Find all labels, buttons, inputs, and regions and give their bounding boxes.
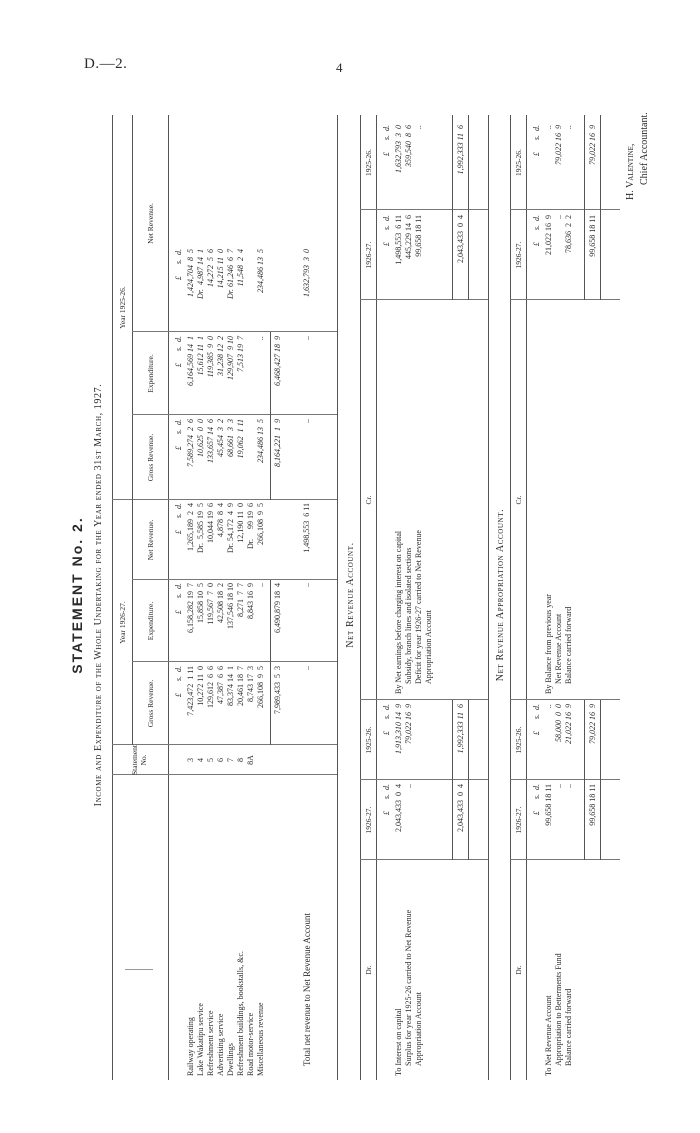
unit-label: £ s. d.: [174, 666, 183, 698]
nra-y27-left: 1926-27.: [364, 806, 373, 834]
value-cell: 133,657 14 6: [206, 419, 215, 463]
nra-total-left-27: 2,043,433 0 4: [456, 784, 465, 832]
row-label: Dwellings: [226, 1043, 235, 1076]
nra-left-value-27: ..: [404, 784, 413, 788]
net-gross-27: ..: [302, 666, 311, 670]
net-revenue-label: Total net revenue to Net Revenue Account: [302, 913, 312, 1066]
nra-left-value-27: 2,043,433 0 4: [394, 784, 403, 832]
nraa-left-value-27: ..: [554, 784, 563, 788]
nra-total-left-26: 1,992,333 11 6: [456, 704, 465, 754]
value-cell: 1,265,189 2 4: [186, 503, 195, 551]
nraa-right-value-26: ..: [544, 125, 553, 129]
statement-number: 8: [236, 758, 245, 762]
nraa-right-label: Balance carried forward: [564, 606, 573, 684]
value-cell: 234,486 13 5: [256, 249, 265, 293]
value-cell: 1,424,704 8 5: [186, 249, 195, 297]
statement-number: 7: [226, 758, 235, 762]
nraa-right-value-27: 21,022 16 9: [544, 215, 553, 255]
nraa-right-label: By Balance from previous year: [544, 594, 553, 694]
nraa-total-right-27: 99,658 18 11: [588, 215, 597, 257]
nra-title: Net Revenue Account.: [345, 542, 356, 648]
nra-right-label: By Net earnings before charging interest on capital: [394, 530, 403, 694]
nra-total-right-26: 1,992,333 11 6: [456, 125, 465, 175]
row-label: Lake Wakatipu service: [196, 1003, 205, 1076]
value-cell: 119,567 7 0: [206, 583, 215, 625]
net-net-26: 1,632,793 3 0: [302, 249, 311, 297]
value-cell: 12,190 11 0: [236, 503, 245, 543]
col-gross-27: Gross Revenue.: [146, 679, 155, 728]
value-cell: 47,387 6 6: [216, 666, 225, 704]
nraa-dr: Dr.: [514, 965, 523, 975]
value-cell: ..: [256, 583, 265, 587]
nra-y27-right: 1926-27.: [364, 241, 373, 269]
value-cell: 4,878 8 4: [216, 503, 225, 537]
nra-cr: Cr.: [364, 495, 373, 505]
net-gross-26: ..: [302, 419, 311, 423]
value-cell: Dr. 54,172 4 9: [226, 503, 235, 553]
nraa-title: Net Revenue Appropriation Account.: [495, 508, 506, 682]
nra-total-right-27: 2,043,433 0 4: [456, 215, 465, 263]
nraa-y27-right: 1926-27.: [514, 241, 523, 269]
unit-label: £ s. d.: [174, 503, 183, 535]
nraa-left-value-27: 99,658 18 11: [544, 784, 553, 826]
col-net-27: Net Revenue.: [146, 519, 155, 561]
nra-left-value-26: 79,022 16 9: [404, 704, 413, 744]
nraa-total-right-26: 79,022 16 9: [588, 125, 597, 165]
value-cell: 234,486 13 5: [256, 419, 265, 463]
row-label: Road motor-service: [246, 1012, 255, 1076]
col-exp-27: Expenditure.: [146, 601, 155, 641]
nraa-y26-left: 1925-26.: [514, 726, 523, 754]
value-cell: 7,423,472 1 11: [186, 666, 195, 716]
value-cell: 10,272 11 0: [196, 666, 205, 706]
total-gross-26: 8,164,221 1 9: [273, 419, 282, 467]
value-cell: Dr. 5,585 19 5: [196, 503, 205, 553]
nraa-total-left-26: 79,022 16 9: [588, 704, 597, 744]
nra-right-value-26: 359,540 8 6: [404, 125, 413, 167]
unit-label: £ s. d.: [532, 125, 541, 157]
nraa-cr: Cr.: [514, 495, 523, 505]
nra-right-label: Appropriation Account: [424, 610, 433, 684]
nraa-y27-left: 1926-27.: [514, 806, 523, 834]
value-cell: 129,907 9 10: [226, 336, 235, 380]
unit-label: £ s. d.: [174, 249, 183, 281]
value-cell: 7,513 19 7: [236, 336, 245, 372]
statement-number: 5: [206, 758, 215, 762]
value-cell: 10,044 19 6: [206, 503, 215, 543]
unit-label: £ s. d.: [174, 336, 183, 368]
col-gross-26: Gross Revenue.: [146, 433, 155, 482]
nra-y26-right: 1925-26.: [364, 149, 373, 176]
col-net-26: Net Revenue.: [146, 203, 155, 244]
nra-right-label: Subsidy, branch lines and isolated sections: [404, 547, 413, 684]
statement-number: 6: [216, 758, 225, 762]
total-exp-27: 6,490,879 18 4: [273, 583, 282, 633]
value-cell: 15,612 11 1: [196, 336, 205, 376]
value-cell: 45,454 3 2: [216, 419, 225, 457]
value-cell: Dr. 61,246 6 7: [226, 249, 235, 300]
value-cell: 19,062 1 11: [236, 419, 245, 459]
value-cell: 129,612 6 6: [206, 666, 215, 708]
nra-right-label: Deficit for year 1926-27 carried to Net Revenue: [414, 530, 423, 684]
nra-right-value-27: 99,658 18 11: [414, 215, 423, 257]
nra-right-value-26: ..: [414, 125, 423, 129]
value-cell: 8,743 17 3: [246, 666, 255, 702]
unit-label: £ s. d.: [532, 704, 541, 736]
nraa-right-value-26: 79,022 16 9: [554, 125, 563, 165]
nraa-total-left-27: 99,658 18 11: [588, 784, 597, 826]
nraa-left-value-26: ..: [544, 704, 553, 708]
nraa-left-value-26: 58,000 0 0: [554, 704, 563, 742]
nraa-left-label: To Net Revenue Account: [544, 995, 553, 1076]
value-cell: 6,158,282 19 7: [186, 583, 195, 633]
unit-label: £ s. d.: [382, 125, 391, 157]
nra-left-value-26: 1,913,310 14 9: [394, 704, 403, 754]
net-net-27: 1,498,553 6 11: [302, 503, 311, 553]
statement-title: STATEMENT No. 2.: [69, 516, 85, 674]
value-cell: ..: [256, 336, 265, 340]
row-label: Advertising service: [216, 1013, 225, 1076]
value-cell: 68,661 3 3: [226, 419, 235, 457]
value-cell: 7,589,274 2 6: [186, 419, 195, 467]
value-cell: Dr. 4,987 14 1: [196, 249, 205, 300]
unit-label: £ s. d.: [382, 784, 391, 816]
unit-label: £ s. d.: [532, 215, 541, 247]
rotated-statement: [70, 90, 660, 1100]
total-exp-26: 6,468,427 18 9: [273, 336, 282, 386]
nraa-right-value-26: ..: [564, 125, 573, 129]
value-cell: 11,548 2 4: [236, 249, 245, 287]
nraa-right-value-27: 78,636 2 2: [564, 215, 573, 253]
net-exp-26: ..: [302, 336, 311, 340]
nra-y26-left: 1925-26.: [364, 726, 373, 754]
statement-number: 4: [196, 758, 205, 762]
value-cell: 14,215 11 0: [216, 249, 225, 289]
value-cell: 266,108 9 5: [256, 666, 265, 708]
col-year-1925-26: Year 1925-26.: [118, 286, 127, 329]
nraa-right-value-27: ..: [554, 215, 563, 219]
value-cell: 137,546 18 10: [226, 583, 235, 629]
value-cell: 266,108 9 5: [256, 503, 265, 545]
value-cell: 119,385 9 0: [206, 336, 215, 378]
nra-right-value-26: 1,632,793 3 0: [394, 125, 403, 173]
nra-left-label: To Interest on capital: [394, 1008, 403, 1076]
col-exp-26: Expenditure.: [146, 354, 155, 393]
signature-name: H. Valentine,: [625, 143, 636, 200]
nra-dr: Dr.: [364, 965, 373, 975]
nraa-right-label: Net Revenue Account: [554, 613, 563, 684]
row-label: Railway operating: [186, 1017, 195, 1076]
statement-subtitle: Income and Expenditure of the Whole Undertaking for the Year ended 31st March, 1927.: [93, 383, 104, 807]
col-year-1926-27: Year 1926-27.: [118, 601, 127, 644]
row-label: Refreshment service: [206, 1010, 215, 1076]
document-code: D.—2.: [84, 56, 128, 72]
statement-number: 3: [186, 758, 195, 762]
nraa-left-value-27: ..: [564, 784, 573, 788]
statement-number: 8A: [246, 755, 255, 765]
row-label: Refreshment buildings, bookstalls, &c.: [236, 951, 245, 1076]
nraa-left-label: Appropriation to Betterments Fund: [554, 953, 563, 1066]
value-cell: 20,461 18 7: [236, 666, 245, 706]
page-number: 4: [336, 60, 343, 75]
value-cell: Dr. 99 19 6: [246, 503, 255, 549]
nraa-left-label: Balance carried forward: [564, 988, 573, 1066]
value-cell: 42,508 18 2: [216, 583, 225, 623]
signature-title: Chief Accountant.: [639, 112, 650, 185]
value-cell: 15,858 10 5: [196, 583, 205, 623]
net-exp-27: ..: [302, 583, 311, 587]
value-cell: 14,272 5 6: [206, 249, 215, 287]
unit-label: £ s. d.: [174, 419, 183, 451]
value-cell: 31,238 12 2: [216, 336, 225, 376]
unit-label: £ s. d.: [382, 215, 391, 247]
unit-label: £ s. d.: [174, 583, 183, 615]
nraa-left-value-26: 21,022 16 9: [564, 704, 573, 744]
value-cell: 8,843 16 9: [246, 583, 255, 619]
unit-label: £ s. d.: [382, 704, 391, 736]
col-statement-no: Statement No.: [130, 745, 148, 775]
unit-label: £ s. d.: [532, 784, 541, 816]
value-cell: 83,374 14 1: [226, 666, 235, 706]
nra-left-label: Appropriation Account: [414, 992, 423, 1066]
value-cell: 10,625 0 0: [196, 419, 205, 457]
nraa-y26-right: 1925-26.: [514, 149, 523, 176]
total-gross-27: 7,989,433 5 3: [273, 666, 282, 714]
nra-left-label: Surplus for year 1925-26 carried to Net Revenue: [404, 909, 413, 1066]
value-cell: 6,164,569 14 1: [186, 336, 195, 386]
nra-right-value-27: 445,229 14 6: [404, 215, 413, 259]
nra-right-value-27: 1,498,553 6 11: [394, 215, 403, 265]
row-label: Miscellaneous revenue: [256, 1002, 265, 1076]
value-cell: 8,271 7 7: [236, 583, 245, 617]
